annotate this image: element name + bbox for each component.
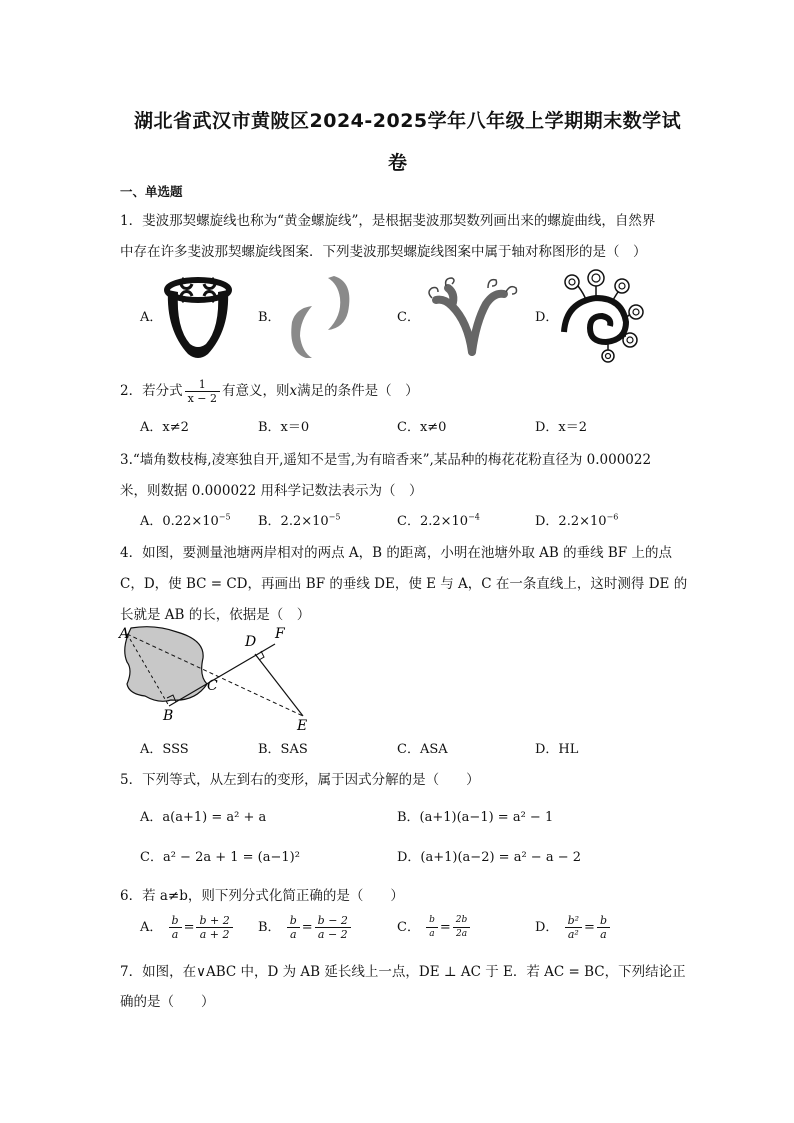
- q3-option-a: [140, 510, 231, 529]
- q2-option-b: B．x＝0: [258, 420, 310, 435]
- q6-d-left-den: a²: [567, 928, 579, 941]
- q4-stem-line2: C，D，使 BC = CD，再画出 BF 的垂线 DE，使 E 与 A，C 在一条直线上，这时测得 DE 的: [120, 576, 688, 592]
- q7-stem-line2: 确的是（ ）: [120, 994, 215, 1010]
- page-title-line2: 卷: [388, 152, 408, 174]
- q6-c-right-den: 2a: [455, 929, 468, 939]
- q6-option-d: D． $\frac{\text{b²}}{\text{a²}}$ = $\frac{b}{a}$: [535, 914, 612, 941]
- q2-option-c: C．x≠0: [397, 420, 447, 435]
- q2-middle: 有意义，则: [222, 383, 290, 399]
- q2-variable: x: [289, 383, 298, 399]
- q7-stem-line1: 7．如图，在∨ABC 中，D 为 AB 延长线上一点，DE ⊥ AC 于 E．若 AC = BC，下列结论正: [120, 964, 686, 980]
- q6-option-b-label: B．: [258, 920, 281, 935]
- label-e: E: [297, 718, 308, 734]
- q4-figure-pond: [115, 622, 325, 732]
- q1-stem-line1: 1．斐波那契螺旋线也称为“黄金螺旋线”，是根据斐波那契数列画出来的螺旋曲线，自然界: [120, 213, 656, 229]
- q4-option-b: B．SAS: [258, 742, 308, 757]
- q1-figure-b: [284, 272, 356, 364]
- q2-stem: [120, 378, 419, 405]
- q6-a-right-num: b + 2: [196, 914, 232, 928]
- q6-b-right-den: a − 2: [317, 928, 348, 941]
- page-title-line1: 湖北省武汉市黄陂区2024-2025学年八年级上学期期末数学试: [134, 110, 682, 132]
- q2-fraction-numerator: 1: [185, 378, 220, 392]
- q4-stem-line3: 长就是 AB 的长，依据是（ ）: [120, 607, 311, 623]
- q3-option-c-base: C．2.2×10: [397, 514, 469, 529]
- q2-suffix: 满足的条件是（ ）: [297, 383, 419, 399]
- q3-option-a-exponent: −5: [218, 512, 231, 522]
- q6-a-right-fraction: [196, 914, 232, 941]
- q3-option-b-base: B．2.2×10: [258, 514, 329, 529]
- q6-d-right-fraction: [597, 914, 610, 941]
- q3-option-b-exponent: −5: [328, 512, 341, 522]
- q6-d-right-num: b: [597, 914, 610, 928]
- q1-stem-line2: 中存在许多斐波那契螺旋线图案．下列斐波那契螺旋线图案中属于轴对称图形的是（ ）: [120, 244, 647, 260]
- q2-option-a: A．x≠2: [140, 420, 189, 435]
- q1-figure-a: [162, 270, 234, 362]
- q3-option-c-exponent: −4: [468, 512, 480, 522]
- q3-option-d-base: D．2.2×10: [535, 514, 607, 529]
- q3-option-b: [258, 510, 340, 529]
- q3-option-a-base: A．0.22×10: [140, 514, 219, 529]
- q6-c-right-num: 2b: [453, 914, 471, 928]
- q6-d-left-fraction: [565, 914, 582, 941]
- q3-option-c: [397, 510, 480, 529]
- label-f: F: [275, 626, 285, 642]
- q6-option-a: A． $\frac{b}{a}$ = $\frac{b + 2}{a + 2}$: [140, 914, 235, 941]
- q4-stem-line1: 4．如图，要测量池塘两岸相对的两点 A，B 的距离，小明在池塘外取 AB 的垂线 BF 上的点: [120, 545, 672, 561]
- q6-c-left-den: a: [429, 929, 435, 939]
- q6-a-left-fraction: [169, 914, 182, 941]
- label-a: A: [119, 626, 130, 642]
- q4-option-c: C．ASA: [397, 742, 448, 757]
- q6-b-left-den: a: [289, 928, 297, 941]
- section-heading: 一、单选题: [120, 184, 183, 199]
- q1-option-d-label: D．: [535, 310, 559, 325]
- q3-stem-line2: 米，则数据 0.000022 用科学记数法表示为（ ）: [120, 483, 423, 499]
- q5-option-b: B．(a+1)(a−1) = a² − 1: [397, 810, 554, 825]
- q2-fraction: [185, 378, 220, 405]
- q4-option-a: A．SSS: [140, 742, 189, 757]
- q1-option-c-label: C．: [397, 310, 420, 325]
- q3-stem-line1: 3.“墙角数枝梅,凌寒独自开,遥知不是雪,为有暗香来”,某品种的梅花花粉直径为 0.000022: [120, 452, 652, 468]
- q3-option-d: [535, 510, 618, 529]
- q6-option-a-label: A．: [140, 920, 163, 935]
- q5-option-a: A．a(a+1) = a² + a: [140, 810, 267, 825]
- q1-option-a-label: A．: [140, 310, 163, 325]
- q6-option-b: B． $\frac{b}{a}$ = $\frac{b - 2}{a - 2}$: [258, 914, 353, 941]
- q5-option-d: D．(a+1)(a−2) = a² − a − 2: [397, 850, 581, 865]
- q6-b-right-fraction: [315, 914, 351, 941]
- q6-b-left-num: b: [287, 914, 300, 928]
- q5-option-c: C．a² − 2a + 1 = (a−1)²: [140, 850, 300, 865]
- q6-d-right-den: a: [600, 928, 607, 941]
- q6-c-right-fraction: [453, 914, 471, 941]
- q6-a-left-den: a: [171, 928, 179, 941]
- q6-a-right-den: a + 2: [199, 928, 230, 941]
- q3-option-d-exponent: −6: [606, 512, 619, 522]
- q6-b-right-num: b − 2: [315, 914, 351, 928]
- q1-figure-c: [422, 272, 522, 356]
- q6-option-c: C． $\frac{b}{a}$ = $\frac{2b}{2a}$: [397, 914, 472, 941]
- q1-figure-d: [556, 268, 646, 364]
- q6-option-c-label: C．: [397, 920, 420, 935]
- q6-a-left-num: b: [169, 914, 182, 928]
- q2-fraction-denominator: x − 2: [187, 392, 218, 405]
- q6-c-left-fraction: [426, 914, 438, 941]
- q6-stem: 6．若 a≠b，则下列分式化简正确的是（ ）: [120, 888, 404, 904]
- label-c: C: [207, 678, 218, 694]
- q6-c-left-num: b: [426, 914, 438, 928]
- segment-de: [255, 654, 303, 716]
- label-d: D: [245, 634, 257, 650]
- q1-option-b-label: B．: [258, 310, 281, 325]
- label-b: B: [163, 708, 174, 724]
- q6-d-left-num: b²: [565, 914, 582, 928]
- q4-option-d: D．HL: [535, 742, 579, 757]
- q5-stem: 5．下列等式，从左到右的变形，属于因式分解的是（ ）: [120, 772, 480, 788]
- q2-option-d: D．x＝2: [535, 420, 588, 435]
- q6-b-left-fraction: [287, 914, 300, 941]
- q6-option-d-label: D．: [535, 920, 559, 935]
- q2-prefix: 2．若分式: [120, 383, 183, 399]
- pond-shape: [125, 627, 207, 702]
